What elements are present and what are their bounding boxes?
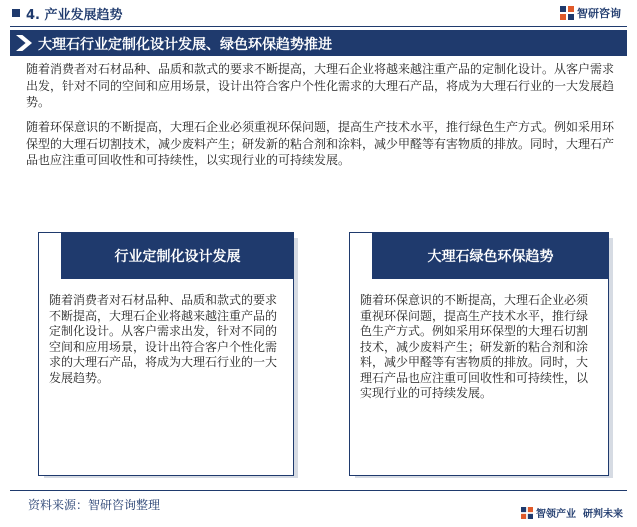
title-banner [10, 30, 627, 56]
footer-slogan [521, 505, 623, 520]
brand-mark-icon [560, 6, 574, 20]
card-body: 随着环保意识的不断提高，大理石企业必须重视环保问题，提高生产技术水平，推行绿色生产方式。例如采用环保型的大理石切割技术，减少废料产生；研发新的粘合剂和涂料，减少甲醛等有害物质的排放。同时，大理石产品也应注重可回收性和可持续性，以实现行业的可持续发展。 [360, 293, 589, 400]
card-title: 行业定制化设计发展 [114, 249, 241, 265]
card-header [61, 233, 294, 279]
banner-title: 大理石行业定制化设计发展、绿色环保趋势推进 [38, 37, 332, 53]
intro-paragraph-1: 随着消费者对石材品种、品质和款式的要求不断提高，大理石企业将越来越注重产品的定制化设计。从客户需求出发，针对不同的空间和应用场景，设计出符合客户个性化需求的大理石产品，将成为大理石行业的一大发展趋势。 [26, 62, 615, 109]
brand-name: 智研咨询 [577, 7, 621, 20]
card-header [372, 233, 609, 279]
card-customization [38, 232, 294, 476]
card-title: 大理石绿色环保趋势 [427, 249, 554, 265]
intro-paragraph-2: 随着环保意识的不断提高，大理石企业必须重视环保问题，提高生产技术水平，推行绿色生产方式。例如采用环保型的大理石切割技术，减少废料产生；研发新的粘合剂和涂料，减少甲醛等有害物质的排放。同时，大理石产品也应注重可回收性和可持续性，以实现行业的可持续发展。 [26, 120, 615, 167]
card-body: 随着消费者对石材品种、品质和款式的要求不断提高，大理石企业将越来越注重产品的定制化设计。从客户需求出发，针对不同的空间和应用场景，设计出符合客户个性化需求的大理石产品，将成为大理石行业的一大发展趋势。 [49, 293, 278, 385]
card-green [349, 232, 609, 476]
brand-logo [560, 5, 621, 21]
slogan-part-2: 研判未来 [583, 509, 623, 520]
source-note: 资料来源：智研咨询整理 [28, 498, 161, 512]
slogan-part-1: 智领产业 [536, 509, 576, 520]
top-header [0, 0, 637, 28]
section-title: 4. 产业发展趋势 [26, 8, 123, 23]
section-marker-icon [12, 9, 20, 17]
footer-divider [10, 490, 627, 491]
chevron-right-icon [16, 35, 32, 51]
header-divider [10, 26, 627, 27]
brand-mark-icon [521, 507, 533, 519]
